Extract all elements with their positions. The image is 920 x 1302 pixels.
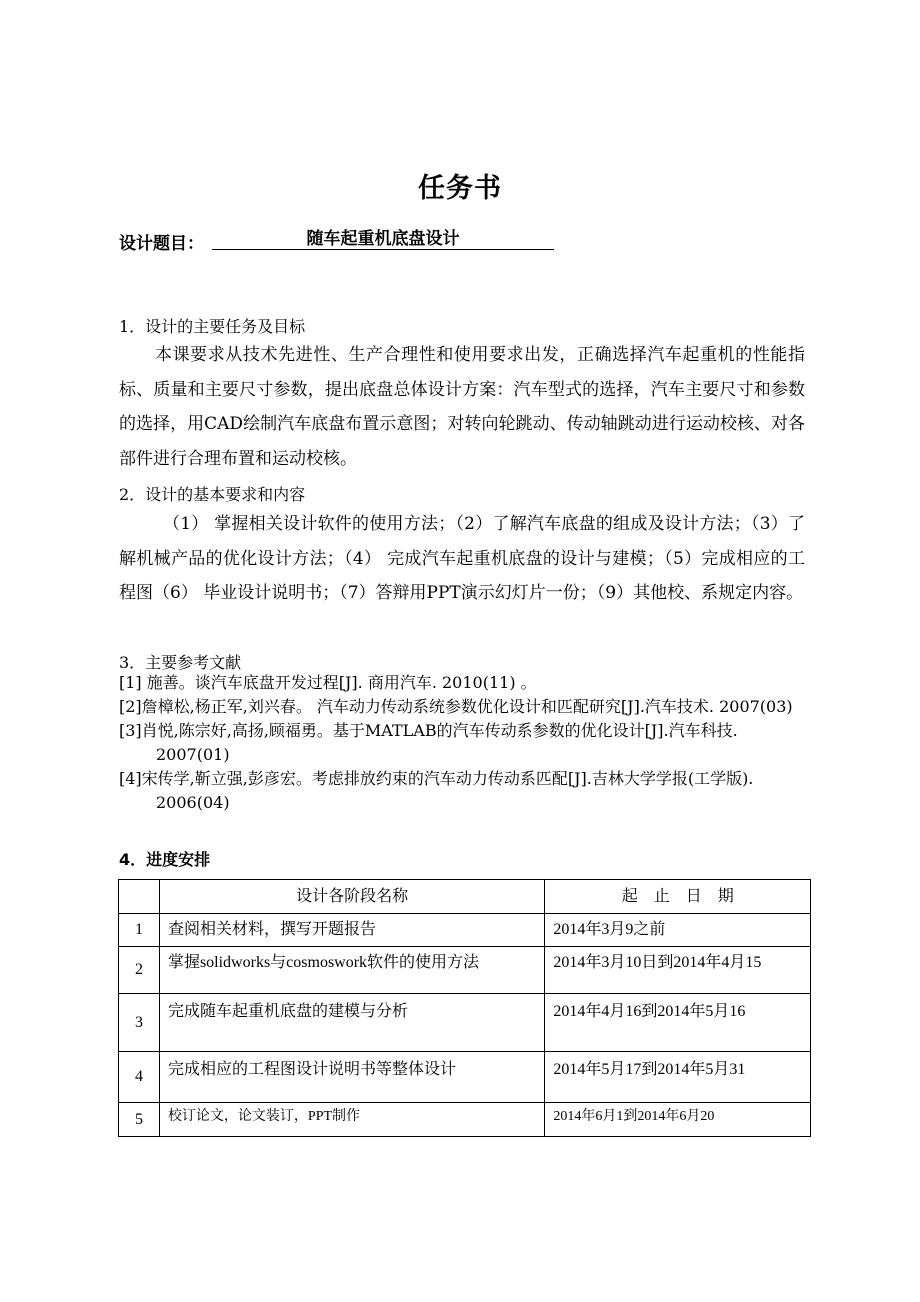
table-row — [119, 1052, 811, 1103]
table-row — [119, 914, 811, 947]
row-date: 2014年3月9之前 — [545, 914, 811, 947]
row-date: 2014年4月16到2014年5月16 — [545, 994, 811, 1052]
document-title: 任务书 — [418, 173, 502, 204]
row-number: 2 — [119, 947, 160, 994]
row-stage: 校订论文，论文装订，PPT制作 — [159, 1103, 544, 1137]
section2-heading: 2．设计的基本要求和内容 — [119, 485, 306, 504]
reference-item: [1] 施善。谈汽车底盘开发过程[J]. 商用汽车. 2010(11) 。 — [119, 673, 537, 692]
row-stage: 掌握solidworks与cosmoswork软件的使用方法 — [159, 947, 544, 994]
row-number: 5 — [119, 1103, 160, 1137]
schedule-table — [118, 879, 811, 1137]
row-date: 2014年5月17到2014年5月31 — [545, 1052, 811, 1103]
table-row — [119, 994, 811, 1052]
section1-body: 本课要求从技术先进性、生产合理性和使用要求出发，正确选择汽车起重机的性能指标、质量和主要尺寸参数，提出底盘总体设计方案：汽车型式的选择，汽车主要尺寸和参数的选择，用CAD绘制汽车底盘布置示意图；对转向轮跳动、传动轴跳动进行运动校核、对各部件进行合理布置和运动校核。 — [119, 345, 805, 469]
table-header-row — [119, 880, 811, 914]
table-row — [119, 947, 811, 994]
topic-label: 设计题目： — [119, 234, 204, 254]
table-row — [119, 1103, 811, 1137]
row-stage: 完成随车起重机底盘的建模与分析 — [159, 994, 544, 1052]
header-cell-number — [119, 880, 160, 914]
section1-heading: 1．设计的主要任务及目标 — [119, 317, 306, 336]
row-date: 2014年3月10日到2014年4月15 — [545, 947, 811, 994]
header-cell-date: 起 止 日 期 — [545, 880, 811, 914]
reference-item: [4]宋传学,靳立强,彭彦宏。考虑排放约束的汽车动力传动系匹配[J].吉林大学学报(工学版). 2006(04) — [119, 769, 754, 812]
topic-value: 随车起重机底盘设计 — [212, 229, 554, 250]
row-date: 2014年6月1到2014年6月20 — [545, 1103, 811, 1137]
row-stage: 查阅相关材料，撰写开题报告 — [159, 914, 544, 947]
reference-item: [2]詹樟松,杨正军,刘兴春。 汽车动力传动系统参数优化设计和匹配研究[J].汽车技术. 2007(03) — [119, 697, 793, 716]
section3-heading: 3．主要参考文献 — [119, 653, 242, 672]
row-number: 3 — [119, 994, 160, 1052]
row-number: 1 — [119, 914, 160, 947]
reference-item: [3]肖悦,陈宗好,高扬,顾福勇。基于MATLAB的汽车传动系参数的优化设计[J].汽车科技. 2007(01) — [119, 721, 738, 764]
section2-body: （1） 掌握相关设计软件的使用方法；（2）了解汽车底盘的组成及设计方法；（3）了解机械产品的优化设计方法；（4） 完成汽车起重机底盘的设计与建模；（5）完成相应的工程图（6） 毕业设计说明书；（7）答辩用PPT演示幻灯片一份；（9）其他校、系规定内容。 — [119, 514, 805, 603]
section4-heading: 4．进度安排 — [119, 850, 211, 869]
row-stage: 完成相应的工程图设计说明书等整体设计 — [159, 1052, 544, 1103]
header-cell-stage: 设计各阶段名称 — [159, 880, 544, 914]
row-number: 4 — [119, 1052, 160, 1103]
reference-list — [119, 671, 809, 815]
